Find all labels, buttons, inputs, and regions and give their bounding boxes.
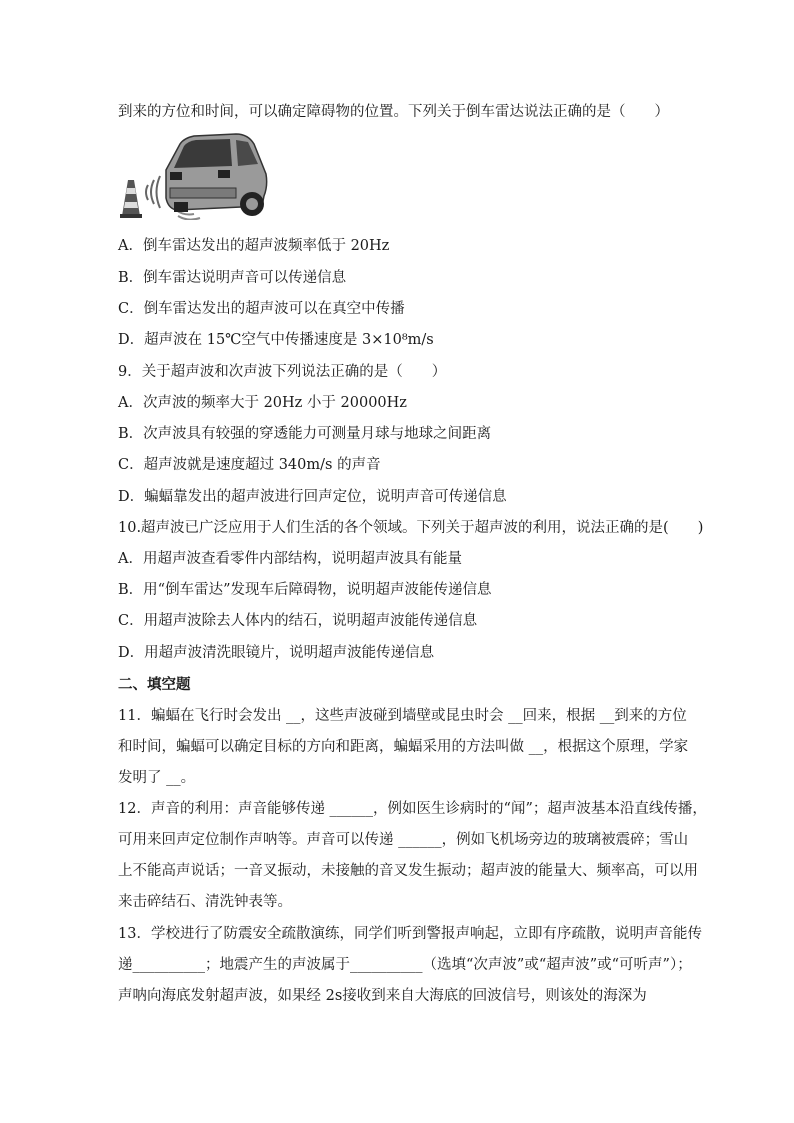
q12-line-4: 来击碎结石、清洗钟表等。 [118,894,292,910]
q8-option-a: A．倒车雷达发出的超声波频率低于 20Hz [118,238,390,254]
q9-stem: 9．关于超声波和次声波下列说法正确的是（ ） [118,364,447,380]
section-title: 二、填空题 [118,677,191,693]
q8-option-c: C．倒车雷达发出的超声波可以在真空中传播 [118,301,405,317]
q11-line-2: 和时间，蝙蝠可以确定目标的方向和距离，蝙蝠采用的方法叫做 __，根据这个原理，学家 [118,739,689,755]
q8-option-d: D．超声波在 15℃空气中传播速度是 3×10⁸m/s [118,332,434,348]
q10-option-d: D．用超声波清洗眼镜片，说明超声波能传递信息 [118,645,435,661]
q10-option-a: A．用超声波查看零件内部结构，说明超声波具有能量 [118,551,462,567]
q12-line-1: 12．声音的利用：声音能够传递 ______，例如医生诊病时的“闻”；超声波基本沿直线传播， [118,801,707,817]
q12-line-2: 可用来回声定位制作声呐等。声音可以传递 ______，例如飞机场旁边的玻璃被震碎；雪山 [118,832,689,848]
q11-line-1: 11．蝙蝠在飞行时会发出 __，这些声波碰到墙壁或昆虫时会 __回来，根据 __到来的方位 [118,708,687,724]
q8-stem-tail: 到来的方位和时间，可以确定障碍物的位置。下列关于倒车雷达说法正确的是（ ） [118,104,669,120]
q9-option-d: D．蝙蝠靠发出的超声波进行回声定位，说明声音可传递信息 [118,489,507,505]
q13-line-3: 声呐向海底发射超声波，如果经 2s接收到来自大海底的回波信号，则该处的海深为 [118,988,647,1004]
q11-line-3: 发明了 __。 [118,770,196,786]
q10-option-b: B．用“倒车雷达”发现车后障碍物，说明超声波能传递信息 [118,582,492,598]
q8-option-b: B．倒车雷达说明声音可以传递信息 [118,270,347,286]
q12-line-3: 上不能高声说话；一音叉振动，未接触的音叉发生振动；超声波的能量大、频率高，可以用 [118,863,698,879]
q9-option-b: B．次声波具有较强的穿透能力可测量月球与地球之间距离 [118,426,492,442]
q13-line-2: 递__________；地震产生的声波属于__________（选填“次声波”或“超声波”或“可听声”）； [118,957,692,973]
car-radar-illustration-icon [118,130,270,220]
q9-option-a: A．次声波的频率大于 20Hz 小于 20000Hz [118,395,407,411]
q10-option-c: C．用超声波除去人体内的结石，说明超声波能传递信息 [118,613,478,629]
q13-line-1: 13．学校进行了防震安全疏散演练，同学们听到警报声响起，立即有序疏散，说明声音能传 [118,926,702,942]
q10-stem: 10.超声波已广泛应用于人们生活的各个领域。下列关于超声波的利用，说法正确的是( ) [118,520,704,536]
q9-option-c: C．超声波就是速度超过 340m/s 的声音 [118,457,381,473]
